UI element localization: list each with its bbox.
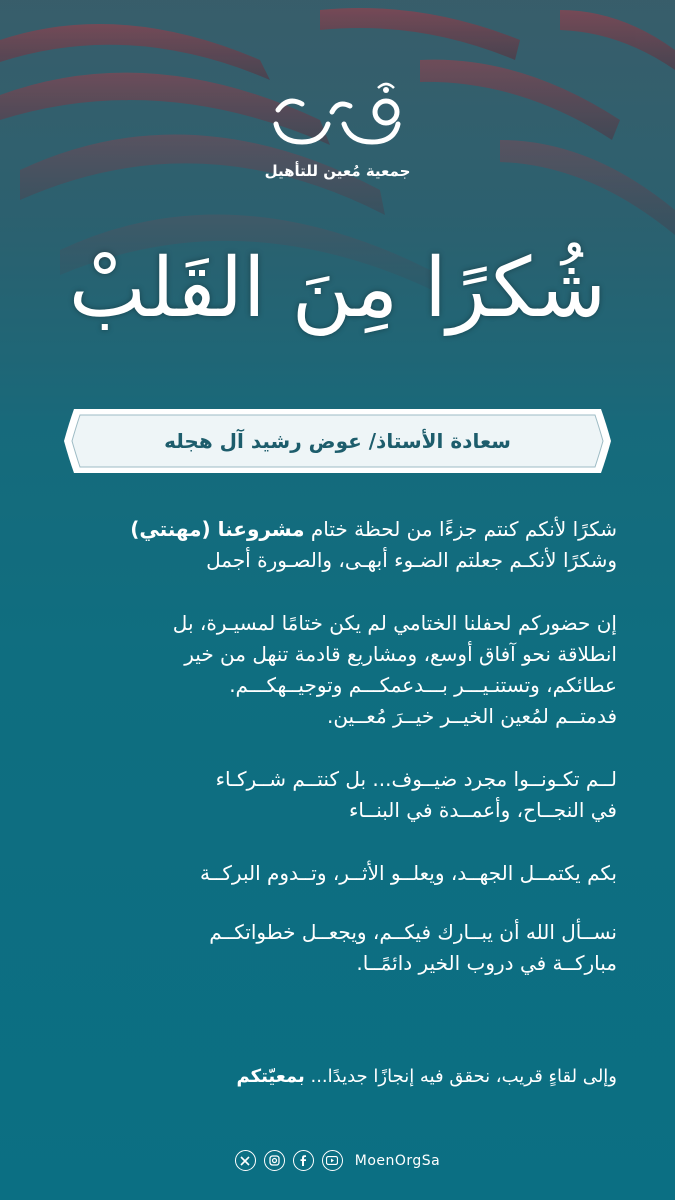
- instagram-icon[interactable]: [264, 1150, 285, 1171]
- closing-line: [57, 1066, 617, 1087]
- moen-logo-icon: [258, 82, 418, 160]
- logo-caption: جمعية مُعين للتأهيل: [264, 162, 411, 180]
- project-name: مشروعنا (مهنتي): [130, 517, 305, 541]
- x-icon[interactable]: [235, 1150, 256, 1171]
- paragraph-line: في النجــاح، وأعمــدة في البنــاء: [348, 798, 617, 822]
- paragraph-line: فدمتــم لمُعين الخيــر خيــرَ مُعــين.: [326, 704, 617, 728]
- logo: [0, 82, 675, 180]
- paragraph-1: [57, 514, 617, 576]
- paragraph-line: نســأل الله أن يبــارك فيكــم، ويجعــل خطواتكــم: [209, 920, 617, 944]
- message-body: [57, 514, 617, 1011]
- paragraph-line: عطائكم، وتستنـيـــر بـــدعمكـــم وتوجيــهكـــم.: [229, 673, 617, 697]
- paragraph-2: [57, 608, 617, 732]
- youtube-icon[interactable]: [322, 1150, 343, 1171]
- recipient-banner: [60, 405, 615, 477]
- paragraph-line: إن حضوركم لحفلنا الختامي لم يكن ختامًا لمسيـرة، بل: [172, 611, 617, 635]
- paragraph-3: [57, 764, 617, 826]
- hero-background: [0, 0, 675, 420]
- recipient-name: سعادة الأستاذ/ عوض رشيد آل هجله: [164, 429, 511, 453]
- paragraph-line: مباركــة في دروب الخير دائمًــا.: [356, 951, 617, 975]
- theater-seats-illustration: [0, 0, 675, 420]
- paragraph-5: [57, 917, 617, 979]
- paragraph-text: شكرًا لأنكم كنتم جزءًا من لحظة ختام: [304, 517, 617, 541]
- social-footer: [0, 1150, 675, 1171]
- paragraph-line: بكم يكتمــل الجهــد، ويعلــو الأثــر، وتــدوم البركــة: [199, 861, 617, 885]
- closing-bold: بمعيّتكم: [236, 1066, 305, 1087]
- paragraph-line: وشكرًا لأنكـم جعلتم الضـوء أبهـى، والصـورة أجمل: [206, 548, 617, 572]
- social-handle[interactable]: MoenOrgSa: [354, 1152, 441, 1169]
- facebook-icon[interactable]: [293, 1150, 314, 1171]
- paragraph-line: انطلاقة نحو آفاق أوسع، ومشاريع قادمة تنهل من خير: [184, 642, 617, 666]
- paragraph-line: [57, 514, 617, 545]
- paragraph-4: [57, 858, 617, 889]
- paragraph-line: لــم تكـونــوا مجرد ضيــوف... بل كنتــم شــركـاء: [215, 767, 617, 791]
- closing-text: وإلى لقاءٍ قريب، نحقق فيه إنجازًا جديدًا...: [304, 1066, 617, 1087]
- headline: شُكرًا مِنَ القَلبْ: [68, 241, 607, 336]
